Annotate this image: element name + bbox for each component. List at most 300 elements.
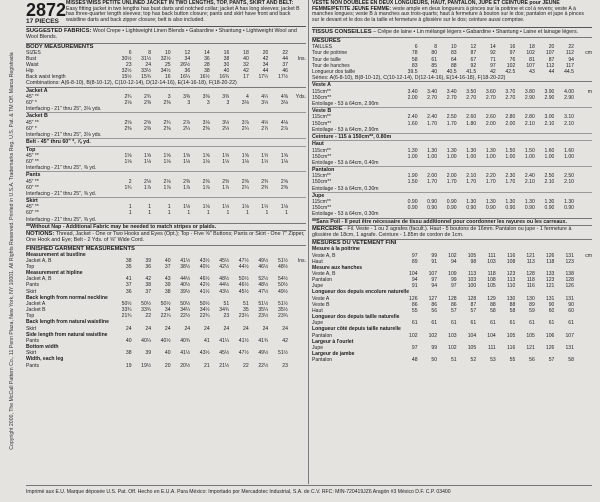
row-label: Longueur dos depuis encolure naturelle: [312, 289, 410, 296]
vetement-heading: MESURES DU VETEMENT FINI: [312, 240, 397, 247]
value-cell: 1.60: [544, 147, 555, 154]
copyright-spine-text: Copyright 2000, The McCall Pattern Co., 11 Penn Plaza, New York, NY 10001. All Rights Reserved. Printed in U.S.A. Trademarks Reg. U.S. Pat. & TM Off. Marca Registrada: [9, 52, 15, 450]
row-label: Entoilage - 53 à 64cm, 2.90m: [312, 126, 379, 133]
value-cell: 32: [243, 61, 249, 68]
value-cell: 20: [262, 49, 269, 56]
value-cell: 105: [467, 344, 477, 351]
table-row: [26, 217, 306, 223]
value-cell: 35¼: [258, 307, 269, 314]
row-label: Back waist length: [26, 74, 66, 81]
value-cell: 86: [450, 301, 457, 308]
value-cell: 0.90: [427, 199, 438, 206]
value-cell: 1⅝: [241, 152, 249, 159]
value-cell: 34¼: [180, 307, 191, 314]
value-cell: 24: [164, 325, 171, 332]
value-cell: 102: [506, 62, 516, 69]
value-cell: 38½: [180, 264, 191, 270]
value-cell: 41½: [238, 337, 249, 344]
value-cell: 43: [164, 276, 171, 283]
value-cell: 1.00: [427, 153, 438, 160]
value-cell: 42: [243, 68, 249, 75]
value-cell: 1⅝: [144, 152, 152, 159]
yardage-group-table: [26, 153, 306, 171]
value-cell: 2¾: [144, 93, 152, 100]
value-cell: 64: [450, 56, 457, 63]
value-cell: 97: [411, 252, 418, 259]
row-label: 115cm**: [312, 173, 331, 180]
value-cell: 2⅜: [163, 125, 171, 132]
value-cell: 50½: [121, 300, 132, 307]
value-cell: 97: [490, 62, 496, 69]
value-cell: 49½: [277, 288, 288, 295]
value-cell: 1.50: [407, 179, 418, 186]
value-cell: 3: [226, 100, 230, 107]
value-cell: 100: [467, 283, 477, 290]
value-cell: 131: [565, 252, 574, 259]
value-cell: 99: [431, 252, 438, 259]
value-cell: 2.40: [407, 114, 418, 121]
value-cell: 123: [506, 271, 516, 278]
value-cell: 21: [203, 362, 210, 369]
value-cell: 121: [545, 283, 555, 290]
value-cell: 37: [145, 288, 152, 295]
value-cell: 1: [167, 210, 171, 217]
yardage-group-heading: Pants: [26, 171, 306, 178]
value-cell: 22¼: [160, 313, 171, 320]
value-cell: 1.30: [466, 147, 477, 154]
value-cell: 1.30: [564, 199, 574, 206]
value-cell: 24: [184, 325, 191, 332]
value-cell: 40: [125, 337, 132, 344]
value-cell: 2.30: [505, 173, 516, 180]
row-label: Entoilage - 53 à 64cm, 0.30m: [312, 211, 379, 218]
table-row: [312, 357, 592, 363]
row-label: 45" **: [26, 152, 39, 159]
value-cell: 1⅛: [261, 158, 269, 165]
value-cell: 2¼: [183, 125, 191, 132]
value-cell: 2⅜: [261, 184, 269, 191]
value-cell: 23¾: [277, 313, 288, 320]
value-cell: 83: [450, 50, 457, 57]
row-label: Jupe: [312, 283, 324, 290]
value-cell: 25: [164, 61, 171, 68]
value-cell: 130: [506, 295, 516, 302]
value-cell: 2.70: [427, 94, 438, 101]
value-cell: 97: [411, 344, 418, 351]
value-cell: 1⅛: [241, 204, 249, 211]
value-cell: 1.70: [505, 179, 516, 186]
value-cell: 16½: [199, 74, 210, 81]
row-label: Pantalon: [312, 332, 333, 339]
value-cell: 3⅛: [241, 100, 249, 107]
value-cell: 1.70: [485, 179, 496, 186]
row-label: Skirt: [26, 288, 37, 295]
yardage-group-table: [26, 179, 306, 197]
piece-count: 17 PIECES: [26, 18, 59, 25]
value-cell: 1⅝: [183, 152, 191, 159]
value-cell: 2⅜: [163, 100, 171, 107]
value-cell: 1⅝: [222, 152, 230, 159]
value-cell: 0.90: [407, 199, 418, 206]
value-cell: 91: [431, 258, 438, 265]
value-cell: 58: [411, 56, 418, 63]
value-cell: 87: [470, 50, 477, 57]
value-cell: 2.10: [524, 179, 535, 186]
row-label: Longueur côté depuis taille naturelle: [312, 326, 401, 333]
value-cell: 111: [487, 252, 496, 259]
value-cell: 1.90: [407, 173, 418, 180]
row-label: Side length from natural waistline: [26, 331, 108, 338]
description-en: [62, 0, 306, 26]
row-label: Haut: [312, 258, 323, 265]
value-cell: 1.30: [544, 199, 555, 206]
value-cell: 24: [145, 61, 152, 68]
value-cell: 129: [487, 295, 496, 302]
value-cell: 43½: [199, 257, 210, 264]
value-cell: 3.40: [407, 88, 418, 95]
value-cell: 2.10: [524, 120, 535, 127]
column-divider: [308, 0, 309, 484]
value-cell: 45½: [219, 350, 230, 357]
value-cell: 17: [243, 74, 249, 81]
value-cell: 47½: [238, 257, 249, 264]
value-cell: 33½: [141, 68, 152, 75]
value-cell: 2.50: [564, 173, 574, 180]
value-cell: 3.10: [564, 114, 574, 121]
row-label: Bust: [26, 55, 37, 62]
value-cell: 0.90: [466, 205, 477, 212]
value-cell: 2⅜: [202, 178, 210, 185]
notions-text: Thread, Jacket - One or Two Hooks and Eyes (Opt.); Top - Five ⅝" Buttons; Pants or Skirt - One 7" Zipper, One Hook and Eye; Belt - 2 Yds. of ⅝" Wide Cord.: [26, 231, 305, 244]
value-cell: 3.80: [524, 88, 535, 95]
value-cell: 105: [506, 332, 516, 339]
row-label: Mesure à la poitrine: [312, 246, 360, 253]
row-label: Pants: [26, 282, 40, 289]
row-label: Interfacing - 21" thru 25", ⅜ yd.: [26, 216, 97, 223]
unit-cell: [288, 363, 306, 369]
value-cell: 22¾: [199, 313, 210, 320]
value-cell: 1.80: [466, 120, 477, 127]
value-cell: 50½: [238, 276, 249, 283]
row-label: 115cm**: [312, 147, 331, 154]
row-label: 150cm**: [312, 120, 332, 127]
value-cell: 131: [565, 295, 574, 302]
value-cell: 45½: [238, 288, 249, 295]
value-cell: 118: [526, 277, 535, 284]
yardage-group-heading: Top: [26, 146, 306, 153]
value-cell: 4⅛: [261, 119, 269, 126]
metrage-group-heading: Jupe: [312, 192, 592, 199]
value-cell: 103: [487, 258, 496, 265]
value-cell: 36: [204, 55, 210, 62]
value-cell: 22: [243, 362, 249, 369]
value-cell: 3⅛: [222, 119, 230, 126]
value-cell: 118: [487, 271, 496, 278]
value-cell: 2.40: [524, 173, 535, 180]
value-cell: 2.00: [505, 120, 516, 127]
value-cell: 1⅛: [202, 158, 210, 165]
series: Séries: A(6-8-10), B(8-10-12), C(10-12-14), D(12-14-16), E(14-16-18), F(18-20-22): [312, 75, 506, 82]
value-cell: 2.60: [466, 114, 477, 121]
value-cell: 97: [431, 277, 438, 284]
value-cell: 51: [450, 357, 457, 364]
value-cell: 39: [145, 350, 152, 357]
value-cell: 39.5: [407, 68, 418, 75]
row-label: Jupe: [312, 344, 324, 351]
value-cell: 0.90: [564, 205, 574, 212]
value-cell: 50½: [141, 300, 152, 307]
yardage-group-table: [26, 204, 306, 222]
value-cell: 40¼: [141, 337, 152, 344]
value-cell: 50½: [160, 300, 171, 307]
value-cell: 61: [568, 320, 574, 327]
value-cell: 1⅛: [280, 158, 288, 165]
mercerie-text: - Fil. Veste - 1 ou 2 agrafes (facult.). Haut - 5 boutons de 16mm. Pantalon ou jupe - 1 fermeture à glissière de 18cm, 1 agrafe. Ceinture - 1.85m de cordon de 1cm.: [312, 225, 572, 239]
value-cell: 102: [448, 252, 457, 259]
value-cell: 4.00: [564, 88, 574, 95]
value-cell: 24: [282, 325, 288, 332]
value-cell: 1.70: [446, 120, 457, 127]
value-cell: 0.90: [544, 205, 555, 212]
value-cell: 2.80: [505, 114, 516, 121]
value-cell: 45½: [219, 257, 230, 264]
value-cell: 1⅛: [280, 204, 288, 211]
row-label: Jupe: [312, 320, 324, 327]
value-cell: 1: [128, 210, 132, 217]
row-label: Entoilage - 53 à 64cm, 2.90m: [312, 100, 379, 107]
value-cell: 40¾: [180, 337, 191, 344]
value-cell: 49½: [258, 350, 269, 357]
value-cell: 16: [223, 49, 230, 56]
value-cell: 102: [526, 50, 535, 57]
value-cell: 104: [487, 332, 496, 339]
yardage-section: [26, 88, 306, 224]
value-cell: 98: [470, 258, 477, 265]
value-cell: 35: [243, 307, 249, 314]
value-cell: 2.20: [485, 173, 496, 180]
value-cell: 1⅝: [163, 152, 171, 159]
value-cell: 99: [450, 277, 457, 284]
value-cell: 18: [529, 44, 535, 51]
row-label: Largeur à l'ourlet: [312, 338, 354, 345]
value-cell: 24: [243, 325, 249, 332]
value-cell: 37: [125, 282, 132, 289]
value-cell: 40½: [160, 337, 171, 344]
value-cell: 108: [487, 277, 496, 284]
value-cell: 19: [125, 362, 132, 369]
value-cell: 38: [125, 257, 132, 264]
value-cell: 1.70: [466, 179, 477, 186]
value-cell: 34½: [160, 68, 171, 75]
mesures-table: [312, 44, 592, 75]
value-cell: 61: [431, 320, 438, 327]
value-cell: 41: [125, 276, 132, 283]
row-label: Waist: [26, 61, 39, 68]
value-cell: 2⅛: [124, 100, 132, 107]
value-cell: 88: [490, 301, 496, 308]
value-cell: 49½: [258, 257, 269, 264]
value-cell: 109: [448, 271, 457, 278]
metrage-group-table: [312, 173, 592, 191]
value-cell: 116: [507, 344, 516, 351]
value-cell: 94: [568, 56, 574, 63]
row-label: Entoilage - 53 à 64cm, 0.30m: [312, 185, 379, 192]
value-cell: 57: [548, 357, 555, 364]
value-cell: 1⅛: [124, 158, 132, 165]
value-cell: 40: [223, 68, 230, 75]
value-cell: 1.00: [466, 153, 477, 160]
value-cell: 1.00: [505, 153, 516, 160]
row-label: Pantalon: [312, 277, 333, 284]
value-cell: 2⅛: [144, 178, 152, 185]
tissus-section: [312, 28, 592, 38]
value-cell: 30: [223, 61, 230, 68]
value-cell: 38: [145, 282, 152, 289]
value-cell: 2⅞: [183, 119, 191, 126]
table-row: [26, 363, 306, 369]
yardage-group-heading: Jacket A: [26, 87, 48, 94]
value-cell: 50½: [199, 300, 210, 307]
body-table: [26, 50, 306, 81]
mesures-section: [312, 38, 592, 82]
value-cell: 71: [490, 56, 496, 63]
value-cell: 3.40: [427, 88, 438, 95]
value-cell: 60: [548, 307, 555, 314]
value-cell: 55: [509, 357, 516, 364]
value-cell: 1: [187, 210, 191, 217]
value-cell: 51: [243, 300, 249, 307]
mercerie-heading: MERCERIE: [312, 225, 343, 232]
value-cell: 90: [568, 301, 574, 308]
value-cell: 2.90: [544, 94, 555, 101]
value-cell: 1.70: [427, 120, 438, 127]
notions-heading: NOTIONS:: [26, 231, 55, 238]
value-cell: 2.10: [564, 179, 574, 186]
value-cell: 116: [526, 283, 535, 290]
value-cell: 130: [526, 295, 535, 302]
value-cell: 102: [409, 332, 418, 339]
value-cell: 128: [467, 295, 477, 302]
row-label: Measurement at bustline: [26, 251, 86, 258]
tissus-text: – Crêpe de laine • Lin mélangé légers • Gabardine • Shantung • Laine et lainage légers.: [373, 29, 579, 35]
pattern-number: 2872: [26, 0, 67, 20]
value-cell: 1⅛: [222, 204, 230, 211]
value-cell: 24: [145, 325, 152, 332]
value-cell: 42: [282, 337, 288, 344]
value-cell: 38: [164, 288, 171, 295]
value-cell: 22½: [258, 362, 269, 369]
value-cell: 1.00: [524, 153, 535, 160]
value-cell: 2⅜: [280, 184, 288, 191]
value-cell: 53: [490, 357, 496, 364]
value-cell: 38: [204, 68, 210, 75]
value-cell: 94: [411, 277, 418, 284]
value-cell: 4⅛: [280, 119, 288, 126]
value-cell: 34: [164, 307, 171, 314]
metrage-group-heading: Ceinture - 115 à 150cm**, 0.80m: [312, 133, 592, 140]
row-label: Back length from natural waistline: [26, 319, 109, 326]
value-cell: 0.90: [407, 205, 418, 212]
value-cell: 107: [428, 271, 438, 278]
value-cell: 58: [490, 307, 496, 314]
value-cell: 20: [548, 44, 555, 51]
value-cell: 61: [548, 320, 555, 327]
value-cell: 54½: [277, 276, 288, 283]
value-cell: 105: [467, 252, 477, 259]
value-cell: 3⅜: [183, 93, 191, 100]
value-cell: 67: [470, 56, 477, 63]
metrage-group-table: [312, 114, 592, 132]
metrage-group-table: [312, 199, 592, 217]
value-cell: 2⅝: [124, 119, 132, 126]
row-label: Longueur dos depuis taille naturelle: [312, 314, 400, 321]
value-cell: 41.5: [466, 68, 477, 75]
row-label: Jacket B: [26, 307, 46, 314]
value-cell: 1⅝: [261, 152, 269, 159]
value-cell: 1⅞: [163, 184, 171, 191]
value-cell: 26½: [180, 61, 191, 68]
value-cell: 90: [548, 301, 555, 308]
value-cell: 126: [409, 295, 418, 302]
value-cell: 97: [509, 50, 516, 57]
value-cell: 116: [507, 252, 516, 259]
value-cell: 131: [565, 344, 574, 351]
value-cell: 123: [545, 277, 555, 284]
value-cell: 16¼: [180, 74, 191, 81]
value-cell: 61: [411, 320, 418, 327]
value-cell: 40½: [199, 264, 210, 270]
value-cell: 3.90: [544, 88, 555, 95]
value-cell: 2¾: [163, 119, 171, 126]
value-cell: 2⅜: [202, 125, 210, 132]
value-cell: 15¾: [141, 74, 152, 81]
row-label: Bottom width: [26, 344, 59, 351]
value-cell: 59: [529, 307, 535, 314]
value-cell: 1: [226, 210, 230, 217]
value-cell: 56: [529, 357, 535, 364]
value-cell: 41½: [199, 288, 210, 295]
value-cell: 39½: [180, 288, 191, 295]
value-cell: 94: [431, 283, 438, 290]
value-cell: 2¾: [124, 93, 132, 100]
value-cell: 42½: [219, 264, 230, 270]
value-cell: 46: [282, 68, 288, 75]
value-cell: 1⅛: [241, 158, 249, 165]
value-cell: 12: [184, 49, 191, 56]
value-cell: 107: [526, 62, 535, 69]
row-label: 150cm**: [312, 179, 332, 186]
unit-cell: [574, 357, 592, 363]
value-cell: 47½: [258, 288, 269, 295]
value-cell: 1⅛: [202, 204, 210, 211]
value-cell: 37: [282, 61, 288, 68]
value-cell: 0.90: [446, 205, 457, 212]
value-cell: 23¼: [238, 313, 249, 320]
nap-note-fr: **Sans Poil - Il peut être nécessaire de tissu additionnel pour coordonner les rayures ou les carreaux.: [312, 219, 592, 226]
value-cell: 1.00: [485, 153, 496, 160]
value-cell: 1.00: [564, 153, 574, 160]
value-cell: 2.80: [524, 114, 535, 121]
body-measurements: [26, 44, 306, 88]
row-label: 45" **: [26, 93, 39, 100]
value-cell: 61: [490, 320, 496, 327]
value-cell: 80: [431, 50, 438, 57]
value-cell: 16: [509, 44, 516, 51]
value-cell: 2⅜: [261, 178, 269, 185]
value-cell: 1⅞: [202, 184, 210, 191]
value-cell: 0.90: [524, 205, 535, 212]
value-cell: 92: [470, 62, 477, 69]
